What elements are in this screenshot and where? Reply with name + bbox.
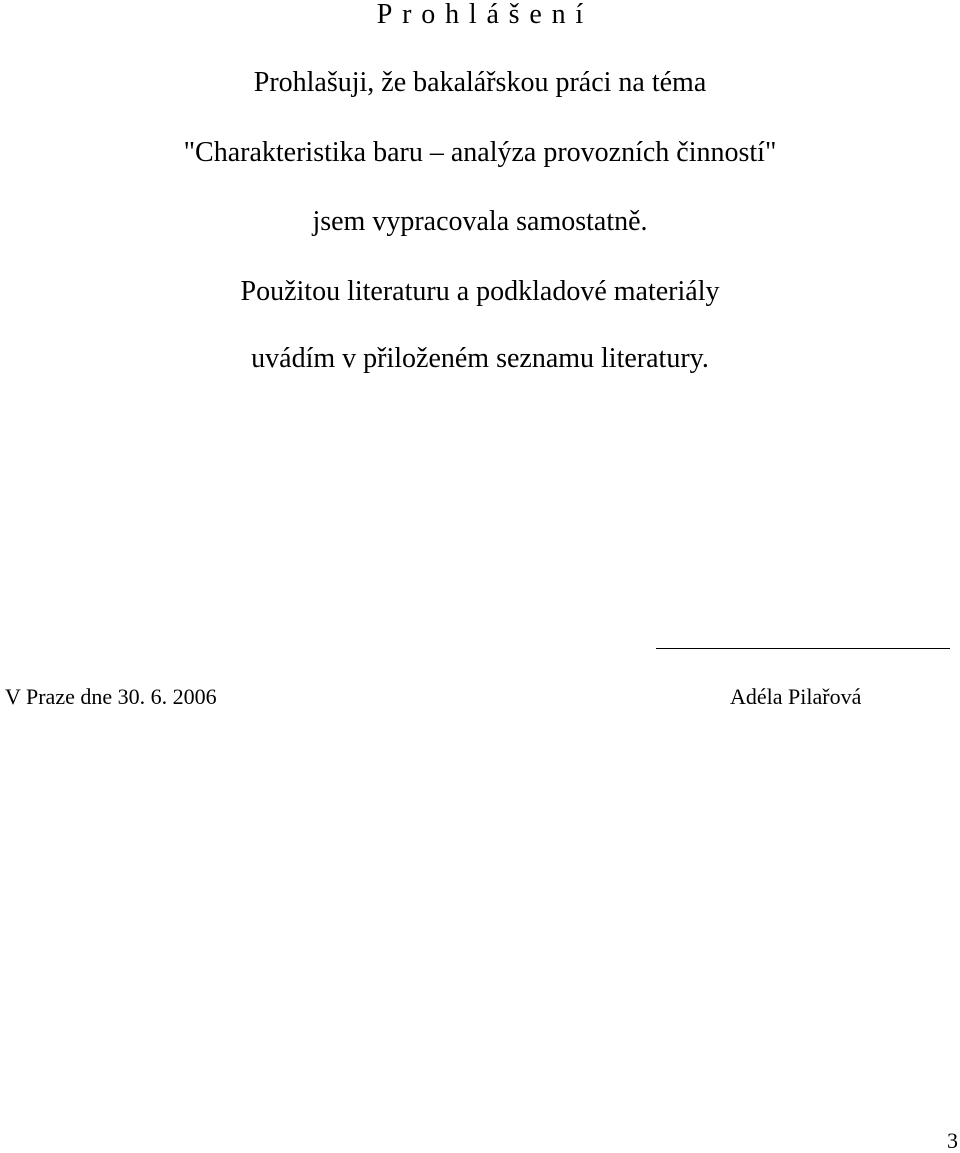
- declaration-line-5: uvádím v přiloženém seznamu literatury.: [251, 343, 709, 374]
- declaration-line-1: Prohlašuji, že bakalářskou práci na téma: [253, 67, 707, 98]
- thesis-title-line: "Charakteristika baru – analýza provozních činností": [183, 137, 777, 168]
- signer-name: Adéla Pilařová: [730, 684, 862, 709]
- declaration-heading: Prohlášení: [376, 0, 593, 30]
- place-and-date: V Praze dne 30. 6. 2006: [5, 684, 217, 709]
- page-number: 3: [947, 1128, 958, 1153]
- declaration-line-3: jsem vypracovala samostatně.: [312, 206, 648, 237]
- declaration-line-4: Použitou literaturu a podkladové materiály: [240, 276, 720, 307]
- signature-line: [656, 648, 950, 649]
